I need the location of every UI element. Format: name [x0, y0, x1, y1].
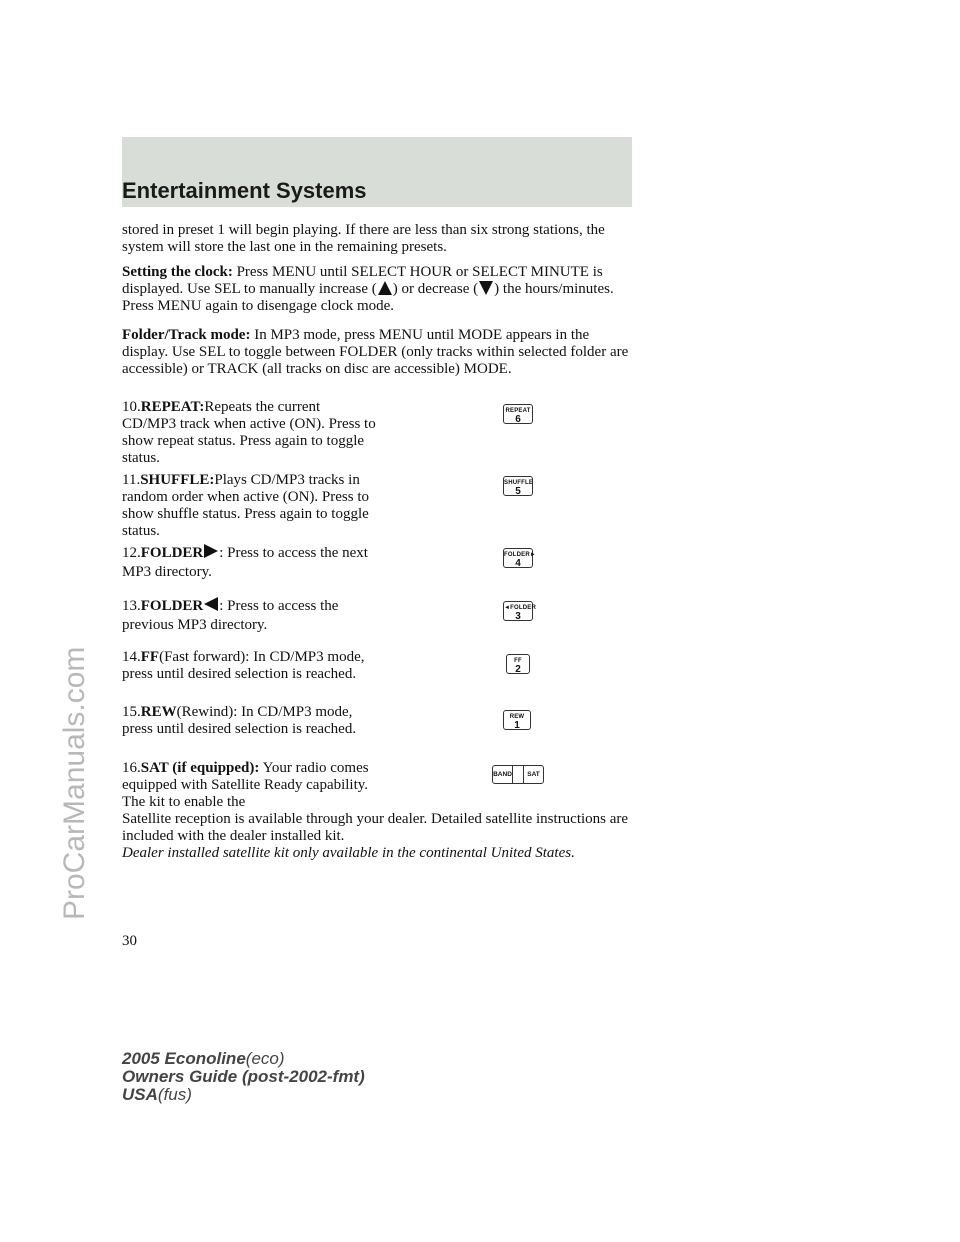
item-number: 15.	[122, 704, 141, 720]
page-number: 30	[122, 933, 137, 949]
item-label: REPEAT:	[140, 399, 205, 415]
item-text: (Fast forward): In CD/MP3 mode, press until desired selection is reached.	[122, 649, 365, 682]
button-divider	[512, 766, 524, 783]
item-text: Your radio comes equipped with Satellite Ready capability. The kit to enable the	[122, 760, 369, 810]
button-number: 6	[515, 414, 521, 425]
left-arrow-icon	[204, 597, 218, 611]
item-number: 10.	[122, 399, 141, 415]
item-folder-next	[122, 544, 377, 582]
item-rew	[122, 704, 377, 738]
clock-text-c: ) the hours/minutes. Press MENU again to disengage clock mode.	[122, 281, 614, 314]
page-title: Entertainment Systems	[122, 178, 367, 203]
item-text: : Press to access the previous MP3 directory.	[122, 598, 339, 633]
repeat-6-button[interactable]	[503, 404, 533, 424]
sat-label: SAT	[527, 771, 540, 778]
item-number: 13.	[122, 598, 141, 614]
item-shuffle	[122, 472, 377, 540]
up-arrow-icon	[378, 281, 392, 295]
item-label: FF	[140, 649, 160, 665]
right-arrow-icon	[204, 544, 218, 558]
item-label: REW	[140, 704, 177, 720]
clock-text-a: Press MENU until SELECT HOUR or SELECT MINUTE is displayed. Use SEL to manually increase (	[122, 264, 603, 297]
item-number: 14.	[122, 649, 141, 665]
item-number: 16.	[122, 760, 141, 776]
item-label: FOLDER	[140, 598, 204, 614]
button-label: FF	[514, 658, 522, 664]
rew-1-button[interactable]	[503, 710, 531, 730]
item-label: FOLDER	[140, 545, 204, 561]
item-number: 11.	[122, 472, 141, 488]
down-arrow-icon	[479, 281, 493, 295]
button-label: REW	[509, 714, 525, 720]
item-text: Repeats the current CD/MP3 track when active (ON). Press to show repeat status. Press again to toggle status.	[122, 399, 376, 466]
shuffle-5-button[interactable]	[503, 476, 533, 496]
footer-region-code: (fus)	[157, 1085, 192, 1104]
footer-model: 2005 Econoline	[122, 1049, 246, 1068]
item-label: SHUFFLE:	[140, 472, 215, 488]
item-text: (Rewind): In CD/MP3 mode, press until desired selection is reached.	[122, 704, 357, 737]
folder-next-4-button[interactable]	[503, 548, 537, 569]
item-number: 12.	[122, 545, 141, 561]
clock-paragraph	[122, 264, 632, 315]
button-label: ◄FOLDER	[504, 605, 537, 611]
item-text: Plays CD/MP3 tracks in random order when active (ON). Press to show shuffle status. Press again to toggle status.	[122, 472, 370, 539]
button-number: 2	[515, 664, 521, 675]
clock-text-b: ) or decrease (	[392, 281, 479, 297]
band-label: BAND	[493, 771, 512, 778]
button-number: 3	[515, 611, 521, 622]
item-label: SAT (if equipped):	[140, 760, 260, 776]
item-text: : Press to access the next MP3 directory.	[122, 545, 368, 580]
watermark: ProCarManuals.com	[58, 646, 91, 920]
clock-label: Setting the clock:	[122, 264, 233, 280]
button-number: 4	[515, 558, 521, 569]
button-label: REPEAT	[505, 408, 531, 414]
band-sat-button[interactable]	[492, 765, 544, 784]
folder-mode-text: In MP3 mode, press MENU until MODE appears in the display. Use SEL to toggle between FOLDER (only tracks within selected folder are accessible) or TRACK (all tracks on disc are accessible) MODE.	[122, 327, 629, 377]
folder-previous-3-button[interactable]	[503, 601, 537, 622]
footer	[122, 1050, 365, 1104]
button-label: FOLDER►	[504, 552, 537, 558]
intro-paragraph: stored in preset 1 will begin playing. If there are less than six strong stations, the system will store the last one in the remaining presets.	[122, 222, 605, 255]
item-folder-previous	[122, 597, 377, 635]
button-number: 1	[514, 720, 520, 731]
item-ff	[122, 649, 377, 683]
ff-2-button[interactable]	[506, 654, 530, 674]
footer-region: USA	[122, 1085, 158, 1104]
button-number: 5	[515, 486, 521, 497]
folder-mode-label: Folder/Track mode:	[122, 327, 251, 343]
footer-guide: Owners Guide (post-2002-fmt)	[122, 1067, 365, 1086]
item-sat	[122, 760, 377, 811]
folder-mode-paragraph	[122, 327, 632, 378]
sat-note: Dealer installed satellite kit only available in the continental United States.	[122, 845, 575, 861]
button-label: SHUFFLE	[504, 480, 534, 486]
item-repeat	[122, 399, 377, 467]
sat-continued: Satellite reception is available through your dealer. Detailed satellite instructions are included with the dealer installed kit.	[122, 811, 629, 844]
footer-model-code: (eco)	[245, 1049, 285, 1068]
